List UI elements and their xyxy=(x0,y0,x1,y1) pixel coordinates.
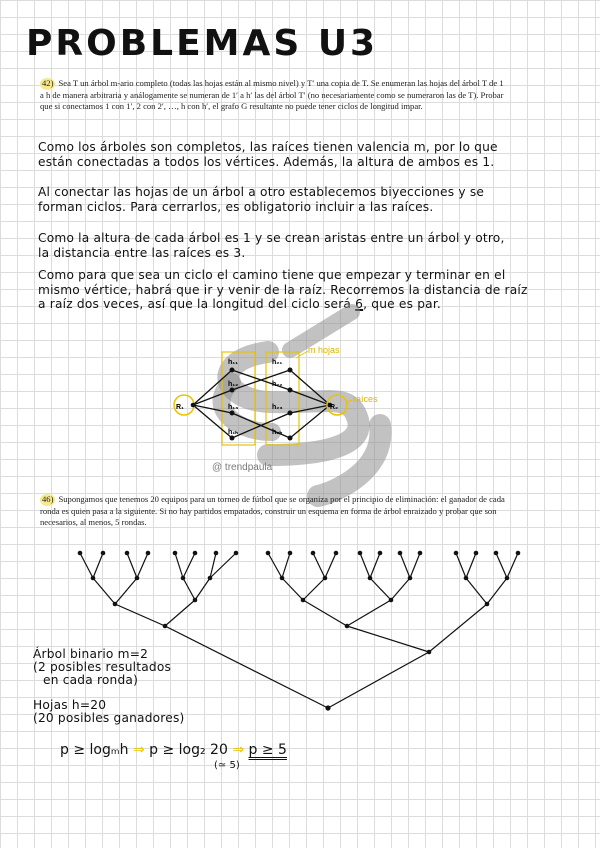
notes-46-tree xyxy=(33,648,233,687)
note-46-leaves-line1: Hojas h=20 xyxy=(33,698,107,712)
leaf-label-right-2: h₂₂ xyxy=(272,381,283,388)
formula-b: p ≥ log₂ 20 xyxy=(149,742,228,758)
notes-46-leaves xyxy=(33,699,263,725)
note-46-tree-line1: Árbol binario m=2 xyxy=(33,647,149,661)
note-42-p3: Como la altura de cada árbol es 1 y se crean aristas entre un árbol y otro, la distancia entre las raíces es 3. xyxy=(38,231,505,260)
note-42-p4-before: Como para que sea un ciclo el camino tiene que empezar y terminar en el mismo vértice, habrá que ir y venir de la raíz. Recorremos la distancia de raíz a raíz dos veces, así que la longitud del ciclo será xyxy=(38,268,528,311)
watermark-text: @ trendpaula xyxy=(212,462,273,473)
leaf-label-left-1: h₁₁ xyxy=(228,359,239,366)
leaf-label-right-3: h₂₃ xyxy=(272,404,283,411)
implies-arrow-2: ⇒ xyxy=(232,742,245,758)
root-left-dot xyxy=(191,403,196,408)
leaf-label-left-2: h₁₂ xyxy=(228,381,239,388)
note-42-p4-after: , que es par. xyxy=(363,297,441,311)
formula-result: p ≥ 5 xyxy=(248,742,287,758)
formula-row xyxy=(60,742,420,758)
problem-46-statement xyxy=(40,494,510,529)
root-left-label: R₁ xyxy=(176,404,184,411)
note-46-tree-line2: (2 posibles resultados xyxy=(33,660,172,674)
leaf-label-right-h: h₂ₕ xyxy=(272,429,283,436)
page-title: PROBLEMAS U3 xyxy=(26,23,379,64)
root-right-label: R₂ xyxy=(330,404,339,411)
formula-a: p ≥ logₘh xyxy=(60,742,129,758)
note-42-p1: Como los árboles son completos, las raíces tienen valencia m, por lo que están conectadas a todos los vértices. Además, la altura de ambos es 1. xyxy=(38,140,498,169)
note-46-leaves-line2: (20 posibles ganadores) xyxy=(33,711,185,725)
implies-arrow-1: ⇒ xyxy=(132,742,145,758)
roots-annotation: raíces xyxy=(353,394,378,404)
problem-42-number: 42) xyxy=(42,78,54,88)
cycle-length-value: 6 xyxy=(355,297,364,311)
problem-42-text: Sea T un árbol m-ario completo (todas las hojas están al mismo nivel) y T′ una copia de T. Se enumeran las hojas del árbol T de 1 a h de manera arbitraria y análogamente se numeran de 1′ a h′ las del árbol T′ (no necesariamente como se numeraron las de T). Probar que si conectamos 1 con 1′, 2 con 2′, …, h con h′, el grafo G resultante no puede tener ciclos de longitud impar. xyxy=(40,78,504,111)
problem-46-text: Supongamos que tenemos 20 equipos para un torneo de fútbol que se organiza por el principio de eliminación: el ganador de cada ronda es quien pasa a la siguiente. Si no hay partidos empatados, construir un esquema en forma de árbol enraizado y probar que son necesarios, al menos, 5 rondas. xyxy=(40,494,505,527)
problem-46-number: 46) xyxy=(42,494,54,504)
formula-approx: (≃ 5) xyxy=(214,760,240,771)
leaf-label-left-h: h₁ₕ xyxy=(228,429,239,436)
note-46-tree-line3: en cada ronda) xyxy=(43,673,139,687)
note-42-p2: Al conectar las hojas de un árbol a otro establecemos biyecciones y se forman ciclos. Para cerrarlos, es obligatorio incluir a las raíces. xyxy=(38,185,485,214)
leaves-annotation: m hojas xyxy=(308,345,340,355)
leaf-label-left-3: h₁₃ xyxy=(228,404,239,411)
leaf-label-right-1: h₂₁ xyxy=(272,359,283,366)
